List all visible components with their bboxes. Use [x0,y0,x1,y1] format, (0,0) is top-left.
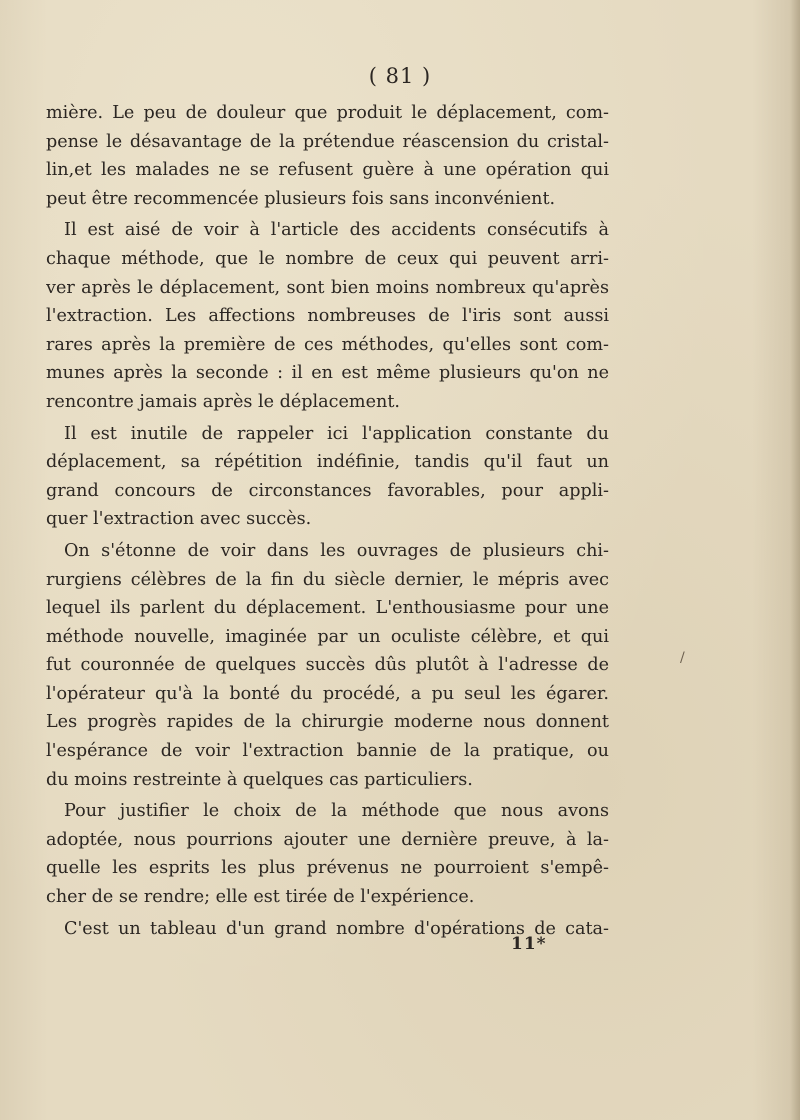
text-line: quer l'extraction avec succès. [46,509,312,530]
stray-ink-mark: / [680,650,685,666]
text-line: Les progrès rapides de la chirurgie moderne nous donnent [46,712,609,733]
text-line: munes après la seconde : il en est même plusieurs qu'on ne [46,363,609,384]
text-line: On s'étonne de voir dans les ouvrages de plusieurs chi- [64,540,609,561]
text-line: cher de se rendre; elle est tirée de l'expérience. [46,887,475,908]
text-line: quelle les esprits les plus prévenus ne pourroient s'empê- [46,858,609,879]
text-line: peut être recommencée plusieurs fois sans inconvénient. [46,188,556,209]
text-line: C'est un tableau d'un grand nombre d'opérations de cata- [64,918,609,939]
text-line: lin,et les malades ne se refusent guère à une opération qui [46,160,609,181]
text-line: méthode nouvelle, imaginée par un oculiste célèbre, et qui [46,626,609,647]
text-line: du moins restreinte à quelques cas particuliers. [46,769,473,790]
text-line: chaque méthode, que le nombre de ceux qui peuvent arri- [46,248,609,269]
text-line: Pour justifier le choix de la méthode que nous avons [64,801,609,822]
signature-mark: 11* [511,934,547,954]
text-line: rurgiens célèbres de la fin du siècle dernier, le mépris avec [46,569,609,590]
page-number: ( 81 ) [368,64,432,88]
text-line: l'extraction. Les affections nombreuses de l'iris sont aussi [46,306,609,327]
text-line: rencontre jamais après le déplacement. [46,391,401,412]
text-line: déplacement, sa répétition indéfinie, tandis qu'il faut un [46,452,609,473]
text-line: mière. Le peu de douleur que produit le déplacement, com- [46,103,609,123]
text-line: Il est aisé de voir à l'article des accidents consécutifs à [64,220,609,241]
page-edge-shadow [790,0,800,1120]
text-line: grand concours de circonstances favorables, pour appli- [46,480,609,501]
text-line: ver après le déplacement, sont bien moins nombreux qu'après [46,277,609,298]
body-text [46,99,609,943]
text-line: fut couronnée de quelques succès dûs plutôt à l'adresse de [46,655,609,676]
text-line: rares après la première de ces méthodes, qu'elles sont com- [46,334,609,355]
text-line: l'espérance de voir l'extraction bannie de la pratique, ou [46,741,609,762]
text-line: lequel ils parlent du déplacement. L'enthousiasme pour une [46,598,609,619]
text-line: pense le désavantage de la prétendue réascension du cristal- [46,131,609,152]
text-line: adoptée, nous pourrions ajouter une dernière preuve, à la- [46,829,609,850]
text-line: l'opérateur qu'à la bonté du procédé, a pu seul les égarer. [46,683,609,704]
text-line: Il est inutile de rappeler ici l'application constante du [64,423,609,444]
